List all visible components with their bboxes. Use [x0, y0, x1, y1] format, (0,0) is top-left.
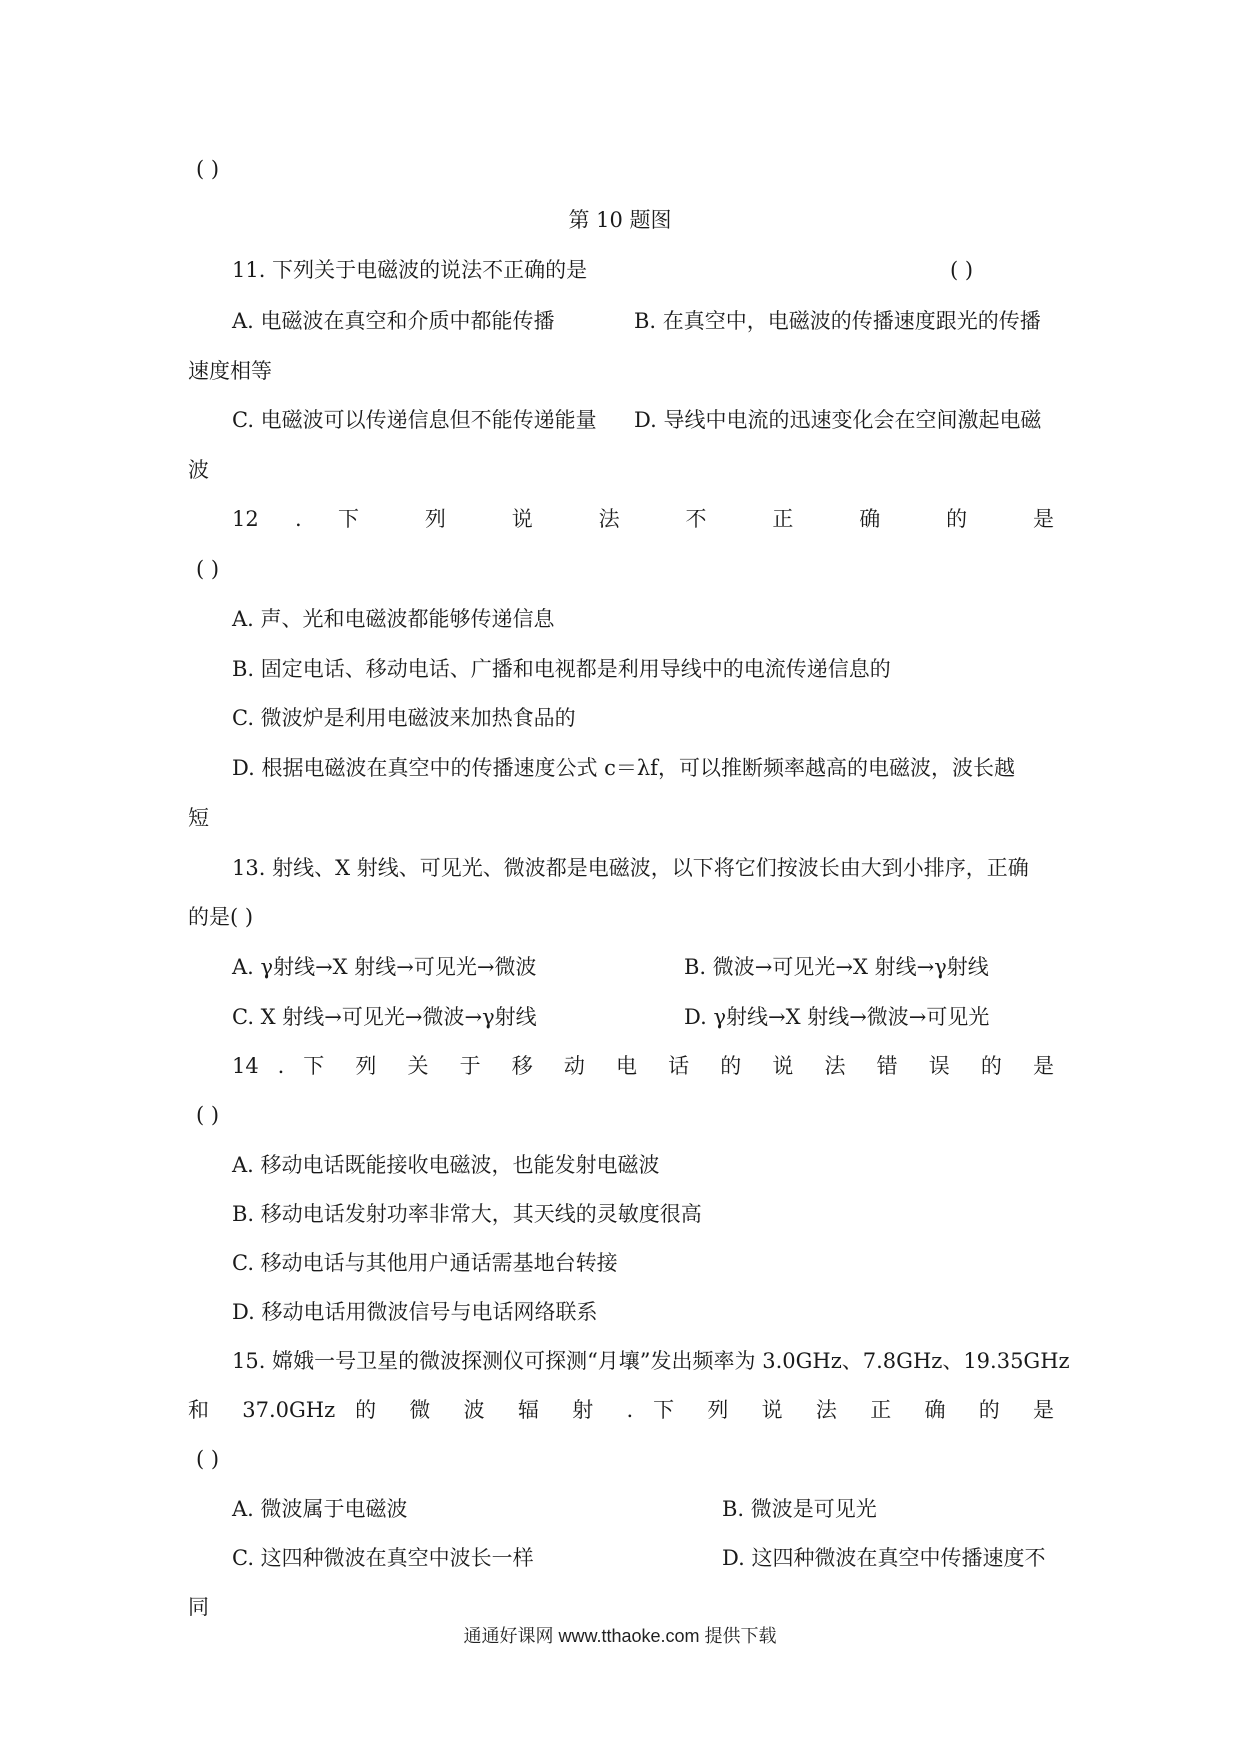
q14-option-a: A. 移动电话既能接收电磁波，也能发射电磁波 — [232, 1153, 660, 1177]
q12-stem: 12 . 下 列 说 法 不 正 确 的 是 — [232, 507, 1054, 531]
q15-option-d-cont: 同 — [188, 1595, 209, 1619]
q14-answer-bracket: ( ) — [196, 1103, 220, 1127]
q13-option-c: C. X 射线→可见光→微波→γ射线 — [232, 1005, 537, 1029]
q11-option-b: B. 在真空中，电磁波的传播速度跟光的传播 — [634, 309, 1041, 333]
answer-bracket: ( ) — [196, 157, 220, 181]
q12-option-c: C. 微波炉是利用电磁波来加热食品的 — [232, 706, 576, 730]
q15-option-b: B. 微波是可见光 — [722, 1497, 877, 1521]
q11-option-b-cont: 速度相等 — [188, 359, 272, 383]
q14-option-d: D. 移动电话用微波信号与电话网络联系 — [232, 1300, 598, 1324]
q12-option-b: B. 固定电话、移动电话、广播和电视都是利用导线中的电流传递信息的 — [232, 657, 891, 681]
q13-stem: 13. 射线、X 射线、可见光、微波都是电磁波，以下将它们按波长由大到小排序，正确 — [232, 856, 1029, 880]
q13-stem-cont: 的是( ) — [188, 905, 254, 929]
q14-option-c: C. 移动电话与其他用户通话需基地台转接 — [232, 1251, 618, 1275]
q15-answer-bracket: ( ) — [196, 1447, 220, 1471]
q15-option-d: D. 这四种微波在真空中传播速度不 — [722, 1546, 1046, 1570]
q13-option-d: D. γ射线→X 射线→微波→可见光 — [684, 1005, 990, 1029]
q13-option-a: A. γ射线→X 射线→可见光→微波 — [232, 955, 537, 979]
q12-answer-bracket: ( ) — [196, 557, 220, 581]
q13-option-b: B. 微波→可见光→X 射线→γ射线 — [684, 955, 989, 979]
q12-option-d-cont: 短 — [188, 806, 209, 830]
q14-stem: 14 . 下 列 关 于 移 动 电 话 的 说 法 错 误 的 是 — [232, 1054, 1054, 1078]
q15-option-c: C. 这四种微波在真空中波长一样 — [232, 1546, 534, 1570]
q15-option-a: A. 微波属于电磁波 — [232, 1497, 408, 1521]
q11-stem: 11. 下列关于电磁波的说法不正确的是 — [232, 258, 588, 282]
q11-option-a: A. 电磁波在真空和介质中都能传播 — [232, 309, 555, 333]
q15-stem-cont: 和 37.0GHz 的 微 波 辐 射 . 下 列 说 法 正 确 的 是 — [188, 1398, 1054, 1422]
page-footer: 通通好课网 www.tthaoke.com 提供下载 — [463, 1626, 777, 1646]
q11-option-c: C. 电磁波可以传递信息但不能传递能量 — [232, 408, 597, 432]
figure-caption: 第 10 题图 — [568, 208, 672, 232]
q14-option-b: B. 移动电话发射功率非常大，其天线的灵敏度很高 — [232, 1202, 702, 1226]
q11-option-d: D. 导线中电流的迅速变化会在空间激起电磁 — [634, 408, 1042, 432]
q11-option-d-cont: 波 — [188, 458, 209, 482]
q12-option-a: A. 声、光和电磁波都能够传递信息 — [232, 607, 555, 631]
q12-option-d: D. 根据电磁波在真空中的传播速度公式 c＝λf，可以推断频率越高的电磁波，波长越 — [232, 756, 1015, 780]
q11-answer-bracket: ( ) — [950, 258, 974, 282]
q15-stem: 15. 嫦娥一号卫星的微波探测仪可探测“月壤”发出频率为 3.0GHz、7.8GHz、19.35GHz — [232, 1349, 1070, 1373]
